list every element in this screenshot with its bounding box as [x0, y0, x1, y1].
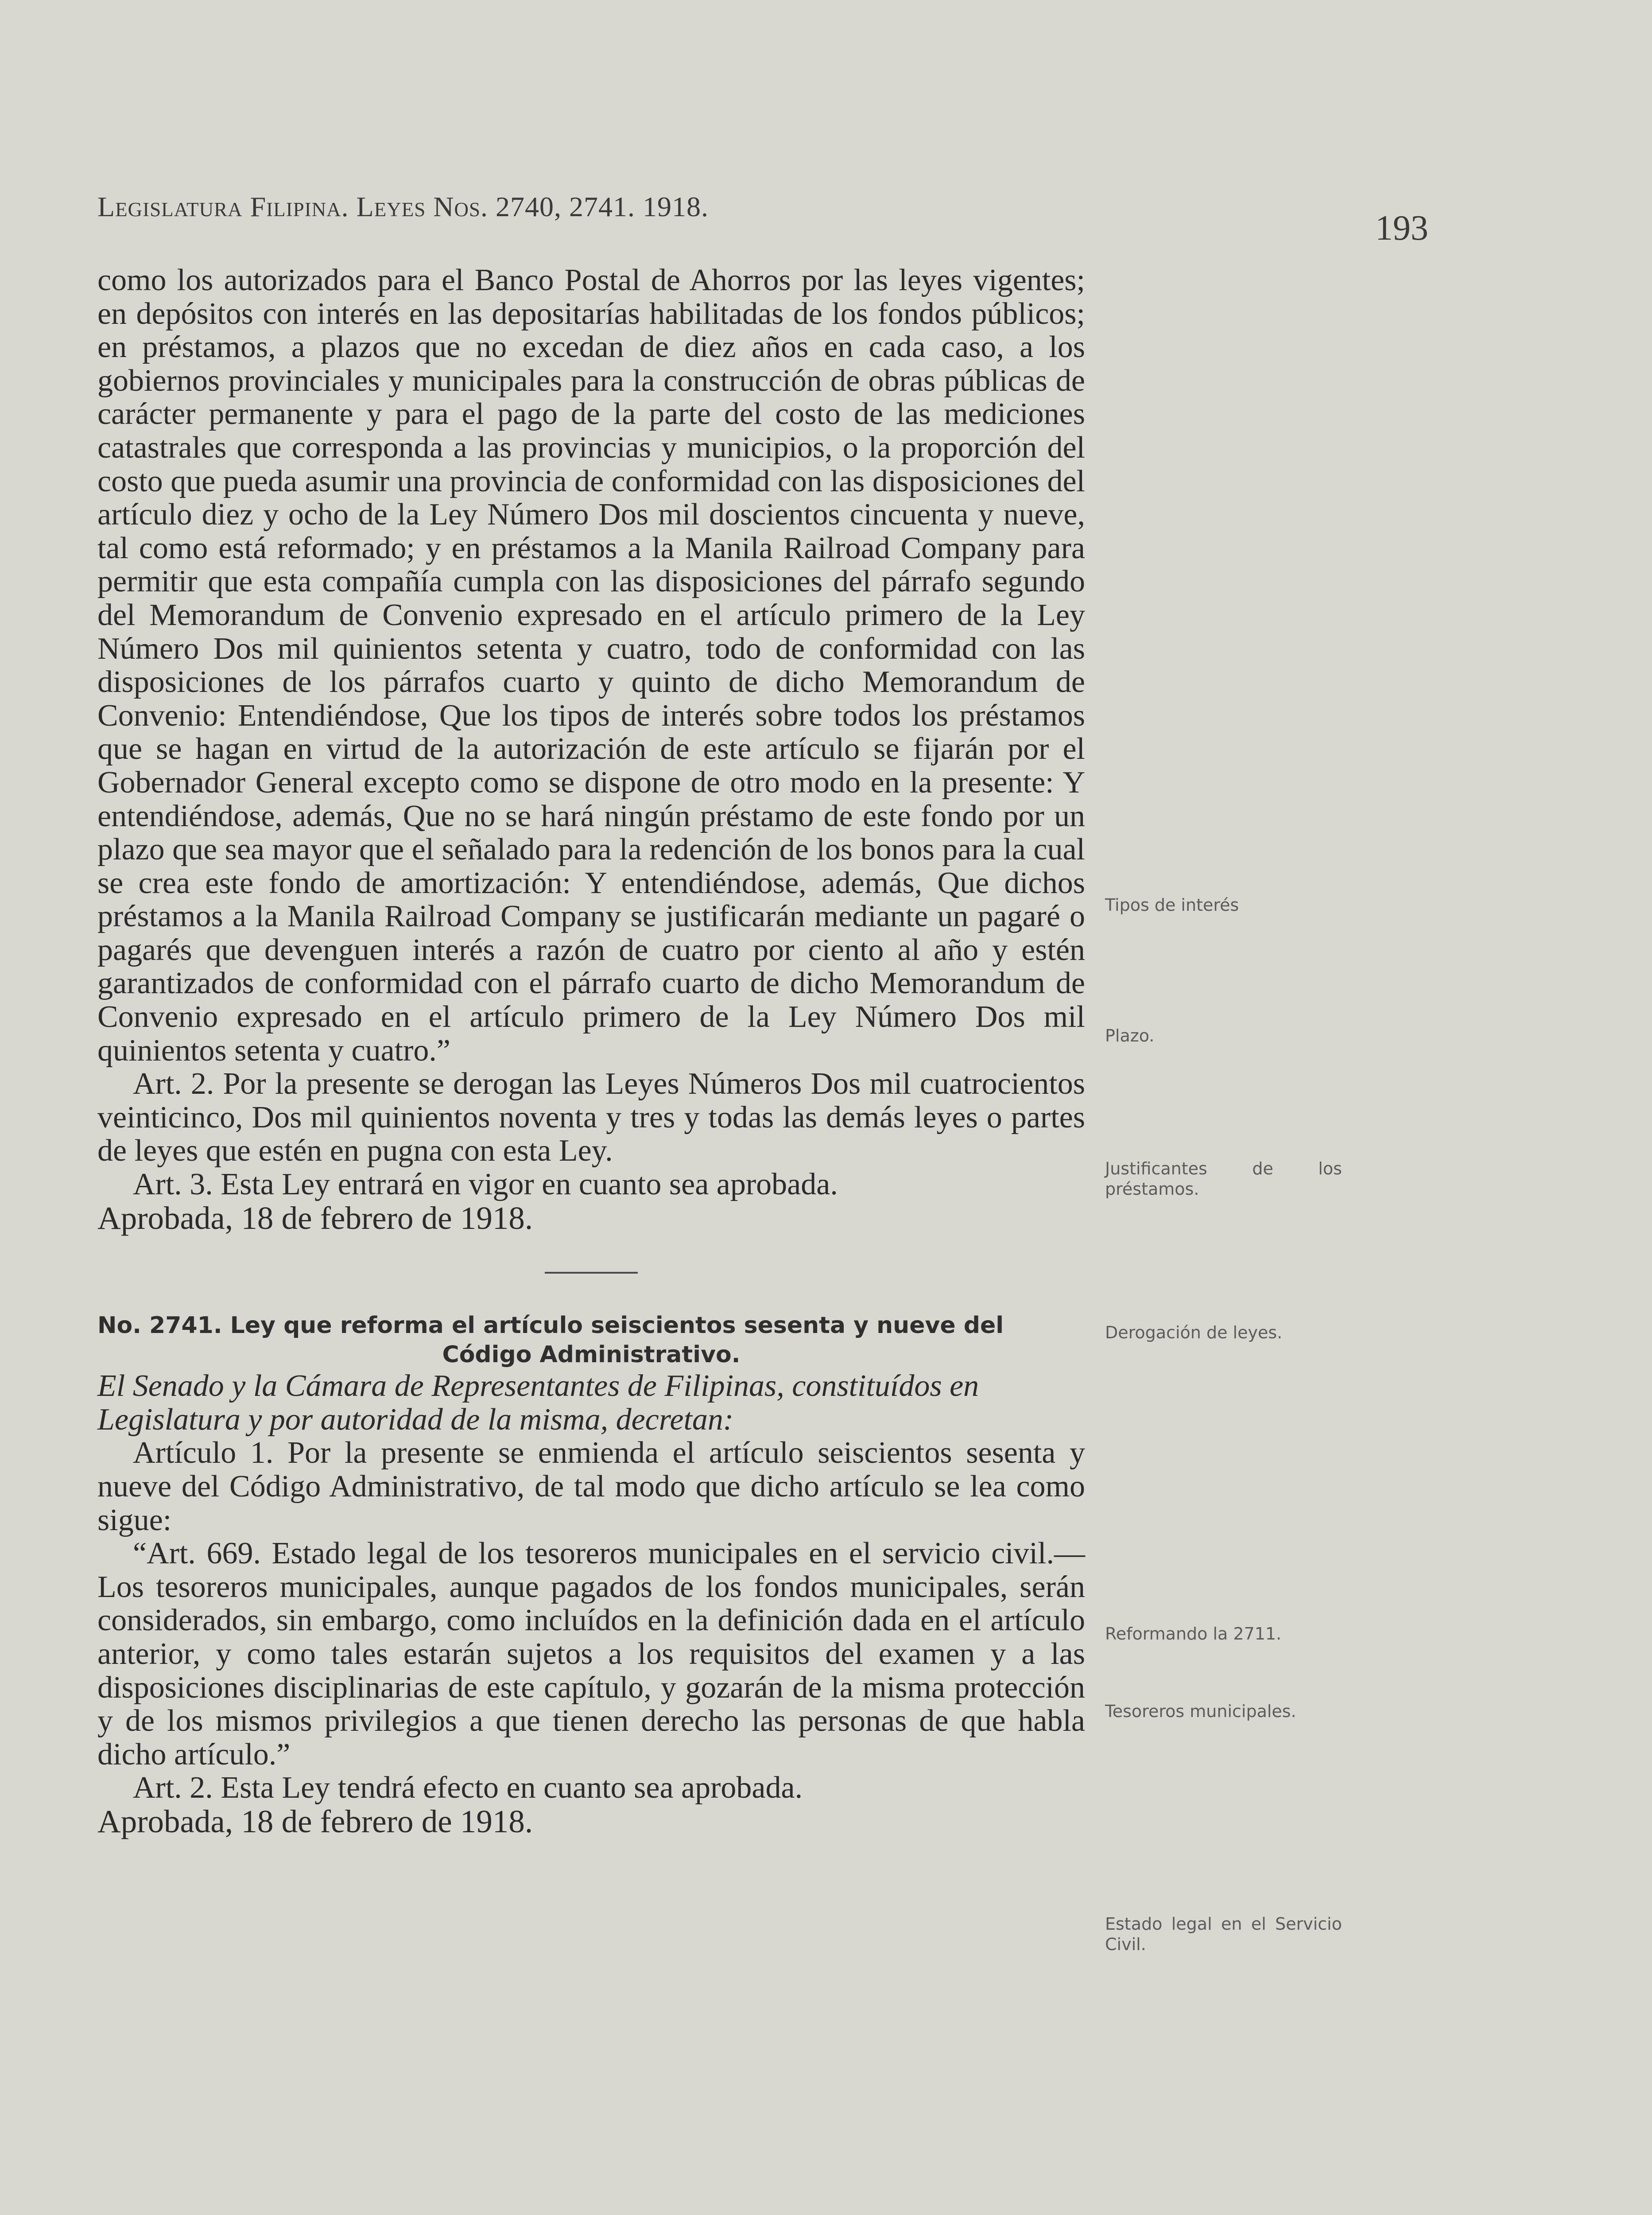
law-2741-articulo-1: Artículo 1. Por la presente se enmienda el artículo seiscientos sesenta y nueve del Código Administrativo, de tal modo que dicho artículo se lea como sigue:: [97, 1436, 1085, 1537]
page-number: 193: [1375, 209, 1428, 248]
margin-note-derogacion: Derogación de leyes.: [1105, 1323, 1283, 1342]
law-2740-art-3: Art. 3. Esta Ley entrará en vigor en cuanto sea aprobada.: [133, 1167, 838, 1202]
section-divider: [545, 1272, 638, 1274]
margin-note-justificantes: Justificantes de los préstamos.: [1105, 1159, 1342, 1199]
main-text-column: [97, 264, 1085, 1838]
margin-note-reformando: Reformando la 2711.: [1105, 1624, 1282, 1644]
law-2741-approval-date: Aprobada, 18 de febrero de 1918.: [97, 1803, 533, 1839]
margin-note-plazo: Plazo.: [1105, 1026, 1155, 1045]
margin-note-tesoreros: Tesoreros municipales.: [1105, 1702, 1296, 1721]
law-2741-art-2: Art. 2. Esta Ley tendrá efecto en cuanto sea aprobada.: [133, 1771, 803, 1805]
law-2741-art-669: “Art. 669. Estado legal de los tesoreros municipales en el servicio civil.—Los tesoreros municipales, aunque pagados de los fondos municipales, serán considerados, sin embargo, como incluídos en la definición dada en el artículo anterior, y como tales estarán sujetos a los requisitos del examen y a las disposiciones disciplinarias de este capítulo, y gozarán de la misma protección y de los mismos privilegios a que tienen derecho las personas de que habla dicho artículo.”: [97, 1536, 1085, 1772]
margin-note-tipos: Tipos de interés: [1105, 895, 1239, 915]
law-2740-approval-date: Aprobada, 18 de febrero de 1918.: [97, 1200, 533, 1236]
running-head: Legislatura Filipina. Leyes Nos. 2740, 2741. 1918.: [97, 191, 709, 222]
law-2740-art-2: Art. 2. Por la presente se derogan las Leyes Números Dos mil cuatrocientos veinticinco, Dos mil quinientos noventa y tres y todas las demás leyes o partes de leyes que estén en pugna con esta Ley.: [97, 1067, 1085, 1168]
law-2741-heading: No. 2741. Ley que reforma el artículo seiscientos sesenta y nueve del: [97, 1312, 1004, 1339]
law-2740-paragraph: como los autorizados para el Banco Postal de Ahorros por las leyes vigentes; en depósitos con interés en las depositarías habilitadas de los fondos públicos; en préstamos, a plazos que no excedan de diez años en cada caso, a los gobiernos provinciales y municipales para la construcción de obras públicas de carácter permanente y para el pago de la parte del costo de las mediciones catastrales que corresponda a las provincias y municipios, o la proporción del costo que pueda asumir una provincia de conformidad con las disposiciones del artículo diez y ocho de la Ley Número Dos mil doscientos cincuenta y nueve, tal como está reformado; y en préstamos a la Manila Railroad Company para permitir que esta compañía cumpla con las disposiciones del párrafo segundo del Memorandum de Convenio expresado en el artículo primero de la Ley Número Dos mil quinientos setenta y cuatro, todo de conformidad con las disposiciones de los párrafos cuarto y quinto de dicho Memorandum de Convenio: Entendiéndose, Que los tipos de interés sobre todos los préstamos que se hagan en virtud de la autorización de este artículo se fijarán por el Gobernador General excepto como se dispone de otro modo en la presente: Y entendiéndose, además, Que no se hará ningún préstamo de este fondo por un plazo que sea mayor que el señalado para la redención de los bonos para la cual se crea este fondo de amortización: Y entendiéndose, además, Que dichos préstamos a la Manila Railroad Company se justificarán mediante un pagaré o pagarés que devenguen interés a razón de cuatro por ciento al año y estén garantizados de conformidad con el párrafo cuarto de dicho Memorandum de Convenio expresado en el artículo primero de la Ley Número Dos mil quinientos setenta y cuatro.”: [97, 263, 1085, 1068]
enacting-clause: El Senado y la Cámara de Representantes de Filipinas, constituídos en Legislatura y por autoridad de la misma, decretan:: [97, 1369, 979, 1437]
margin-note-estado-legal: Estado legal en el Servicio Civil.: [1105, 1914, 1342, 1954]
law-2741-heading-sub: Código Administrativo.: [442, 1341, 741, 1368]
